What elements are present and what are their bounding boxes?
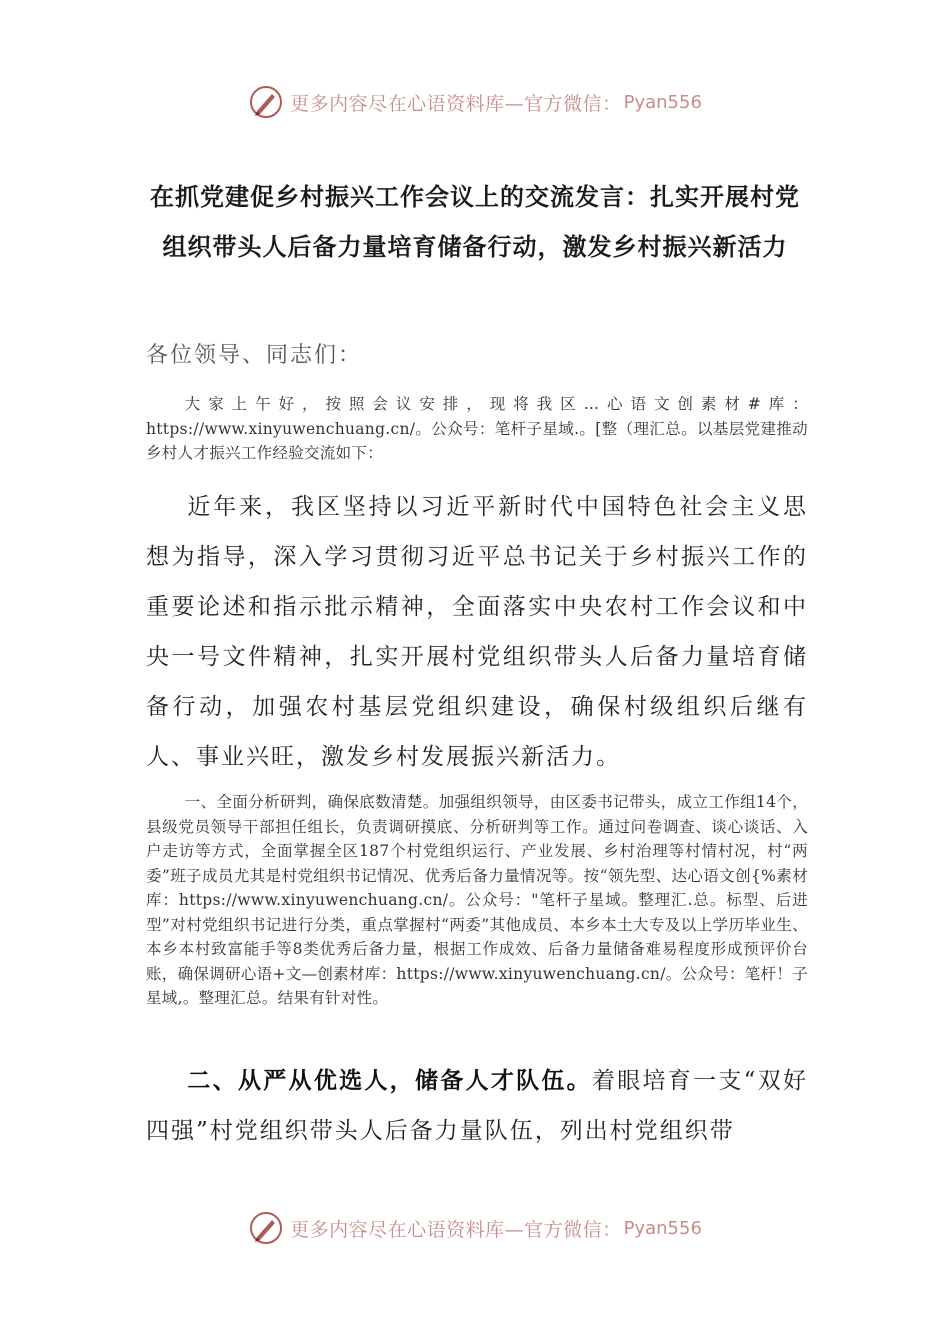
banner-text: 更多内容尽在心语资料库—官方微信：	[290, 1218, 622, 1241]
section-2-body: 着眼培育一支“双好四强”村党组织带头人后备力量队伍，列出村党组织带	[146, 1068, 808, 1144]
footer-banner	[0, 1208, 950, 1248]
section-2-paragraph	[146, 1056, 808, 1156]
header-banner	[0, 82, 950, 122]
banner-wechat-id: Pyan556	[623, 91, 702, 113]
banner-wechat-id: Pyan556	[623, 1217, 702, 1239]
section-1-paragraph: 一、全面分析研判，确保底数清楚。加强组织领导，由区委书记带头，成立工作组14个，县级党员领导干部担任组长，负责调研摸底、分析研判等工作。通过问卷调查、谈心谈话、入户走访等方式，全面掌握全区187个村党组织运行、产业发展、乡村治理等村情村况，村“两委”班子成员尤其是村党组织书记情况、优秀后备力量情况等。按“领先型、达心语文创{%素材库：https://www.xinyuwenchuang.cn/。公众号："笔杆子星域。整理汇.总。标型、后进型”对村党组织书记进行分类，重点掌握村“两委”其他成员、本乡本土大专及以上学历毕业生、本乡本村致富能手等8类优秀后备力量，根据工作成效、后备力量储备难易程度形成预评价台账，确保调研心语+文—创素材库：https://www.xinyuwenchuang.cn/。公众号：笔杆！子星域,。整理汇总。结果有针对性。	[146, 793, 808, 1007]
pen-logo-icon	[248, 1210, 284, 1246]
section-2-heading: 二、从严从优选人，储备人才队伍。	[187, 1067, 592, 1094]
intro-paragraph: 大家上午好，按照会议安排，现将我区…心语文创素材#库：https://www.xinyuwenchuang.cn/。公众号：笔杆子星域.。[整（理汇总。以基层党建推动乡村人才振兴工作经验交流如下：	[146, 395, 808, 462]
banner-text: 更多内容尽在心语资料库—官方微信：	[290, 92, 622, 115]
body-paragraph-1: 近年来，我区坚持以习近平新时代中国特色社会主义思想为指导，深入学习贯彻习近平总书记关于乡村振兴工作的重要论述和指示批示精神，全面落实中央农村工作会议和中央一号文件精神，扎实开展村党组织带头人后备力量培育储备行动，加强农村基层党组织建设，确保村级组织后继有人、事业兴旺，激发乡村发展振兴新活力。	[146, 494, 808, 770]
pen-logo-icon	[248, 84, 284, 120]
document-title: 在抓党建促乡村振兴工作会议上的交流发言：扎实开展村党组织带头人后备力量培育储备行动，激发乡村振兴新活力	[150, 182, 800, 261]
greeting: 各位领导、同志们：	[146, 343, 363, 368]
